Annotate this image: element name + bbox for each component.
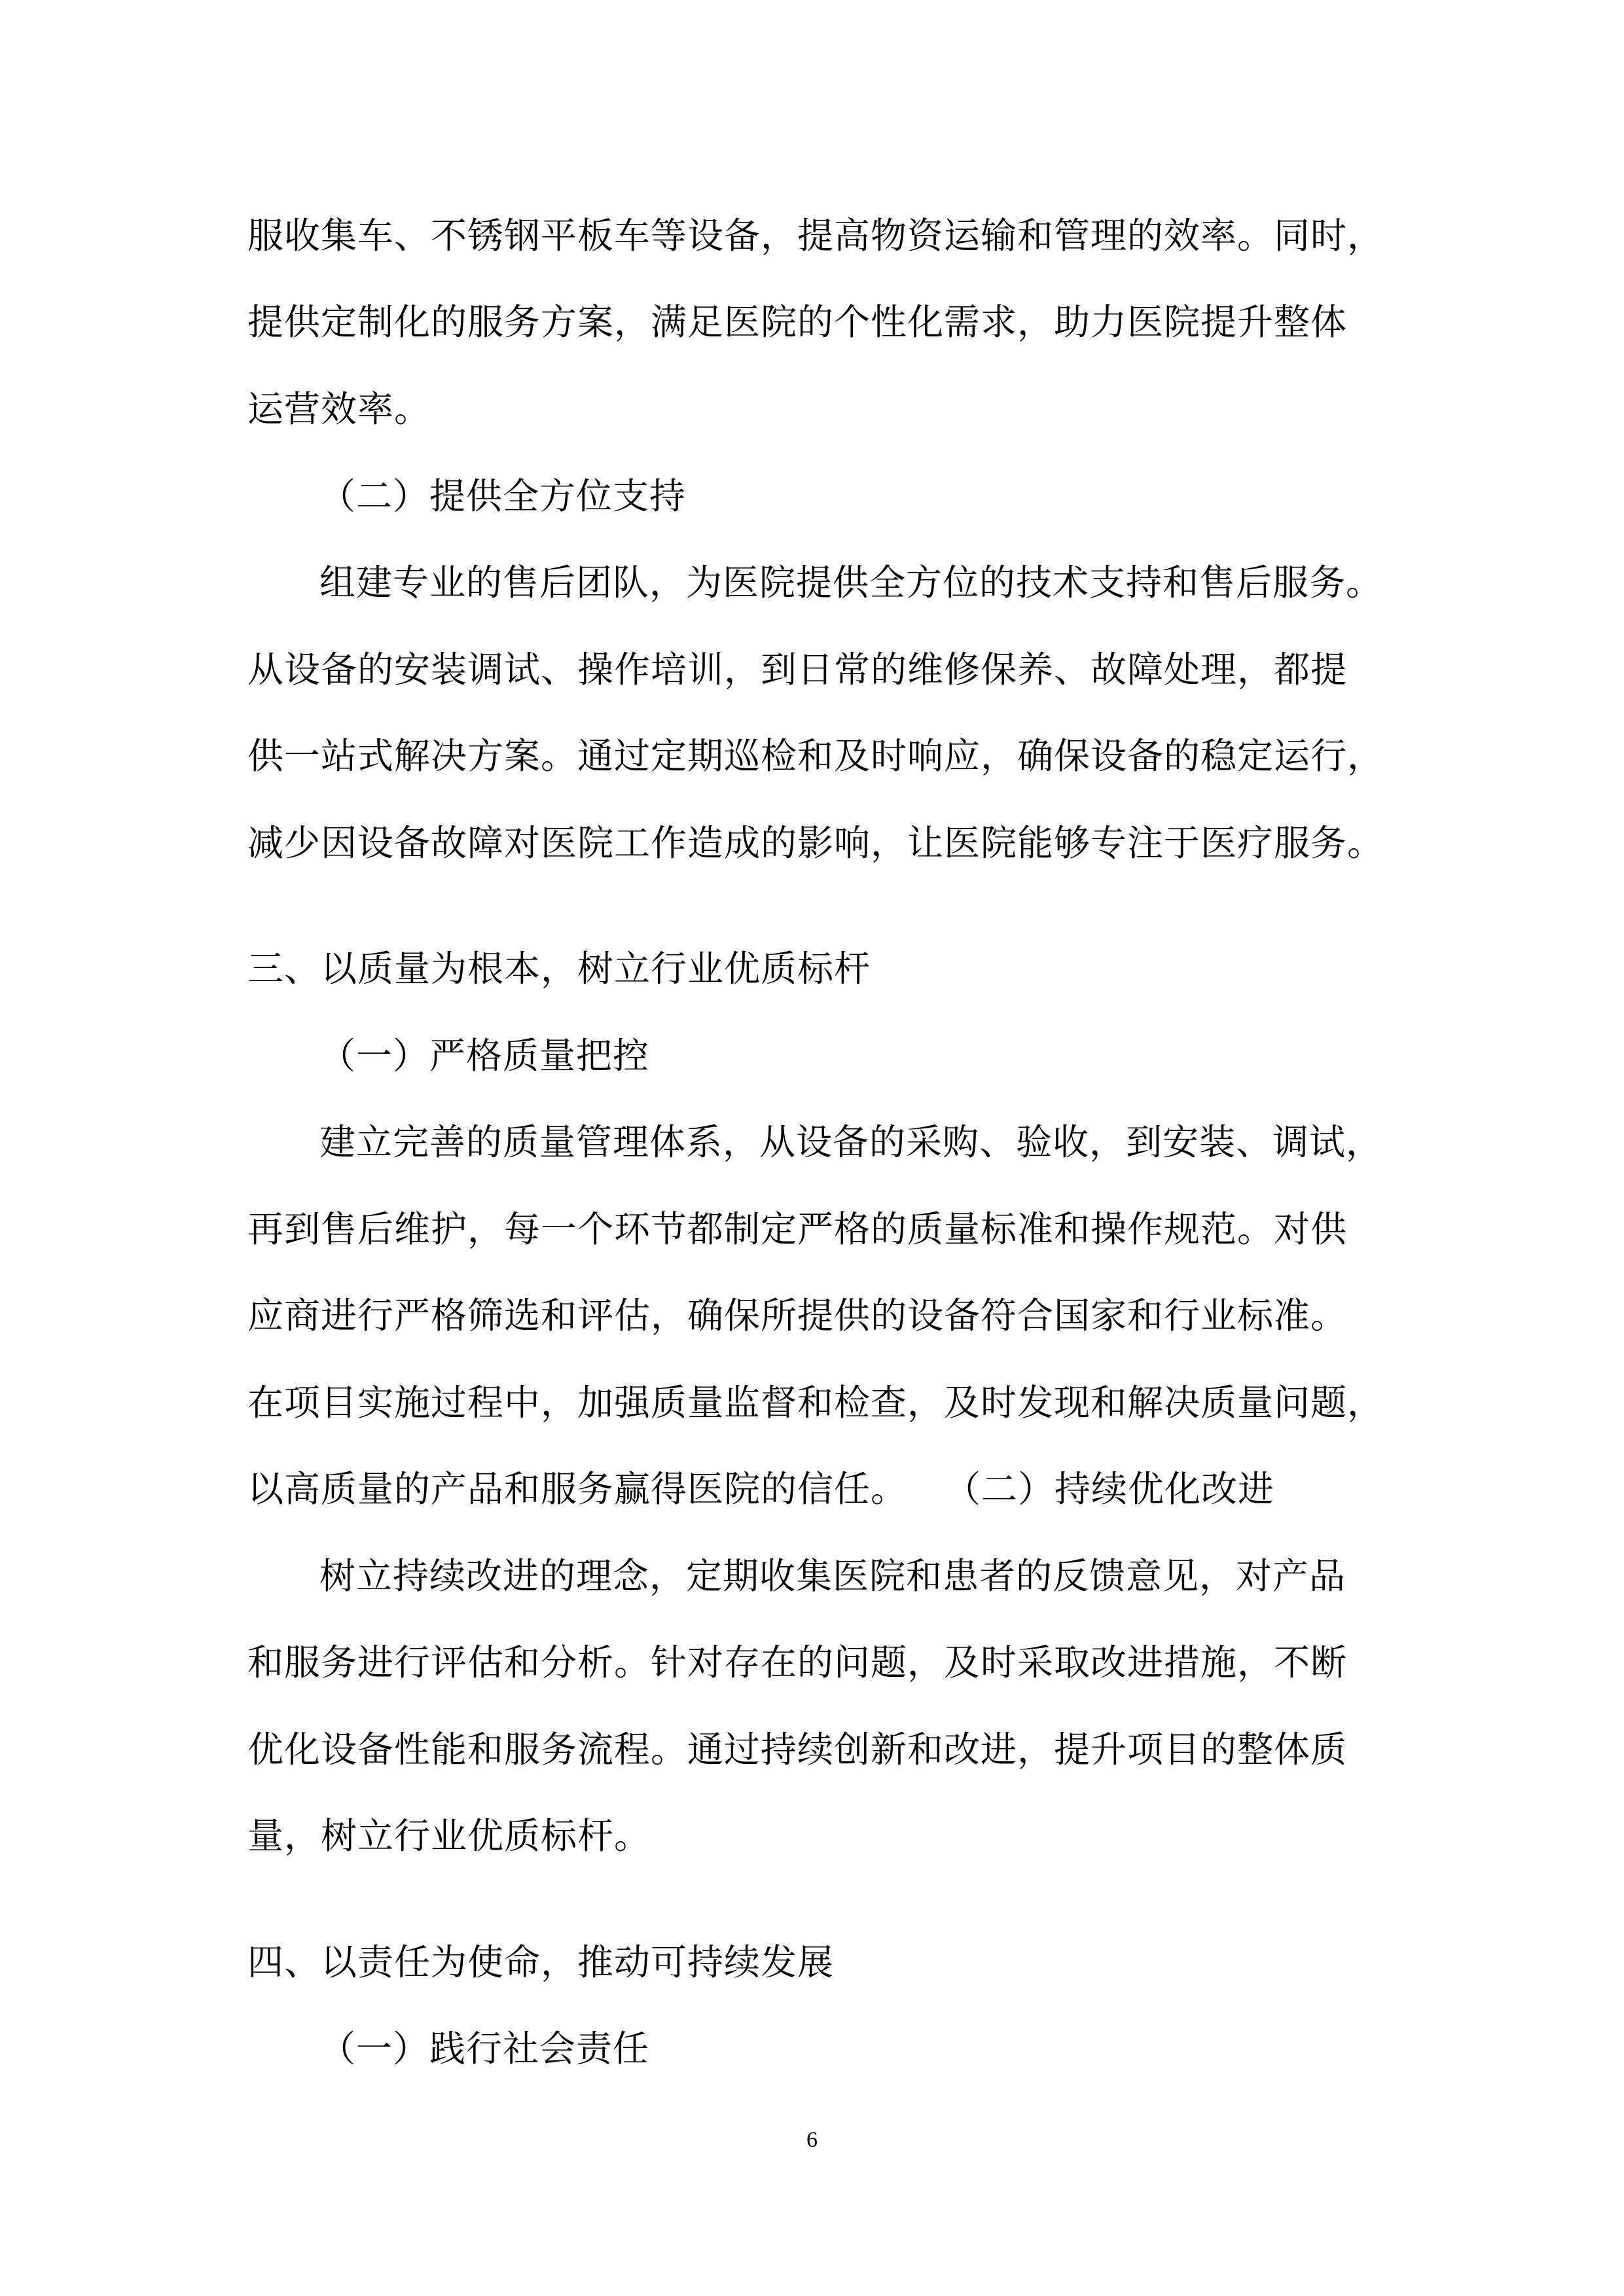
paragraph-line: 再到售后维护，每一个环节都制定严格的质量标准和操作规范。对供 [247,1208,1348,1250]
section-heading: 四、以责任为使命，推动可持续发展 [247,1941,835,1983]
paragraph-line: 以高质量的产品和服务赢得医院的信任。 （二）持续优化改进 [247,1468,1275,1510]
paragraph-line: 组建专业的售后团队，为医院提供全方位的技术支持和售后服务。 [319,562,1383,603]
subsection-heading: （一）践行社会责任 [319,2028,650,2070]
paragraph-line: 提供定制化的服务方案，满足医院的个性化需求，助力医院提升整体 [247,301,1348,343]
paragraph-line: 供一站式解决方案。通过定期巡检和及时响应，确保设备的稳定运行， [247,735,1384,777]
page-number: 6 [806,2128,818,2152]
subsection-heading: （二）提供全方位支持 [319,475,687,517]
paragraph-line: 优化设备性能和服务流程。通过持续创新和改进，提升项目的整体质 [247,1729,1348,1770]
paragraph-line: 从设备的安装调试、操作培训，到日常的维修保养、故障处理，都提 [247,649,1348,691]
subsection-heading: （一）严格质量把控 [319,1035,650,1077]
paragraph-line: 在项目实施过程中，加强质量监督和检查，及时发现和解决质量问题， [247,1382,1384,1424]
paragraph-line: 树立持续改进的理念，定期收集医院和患者的反馈意见，对产品 [319,1555,1346,1597]
paragraph-line: 运营效率。 [247,388,431,430]
paragraph-line: 和服务进行评估和分析。针对存在的问题，及时采取改进措施，不断 [247,1641,1348,1683]
paragraph-line: 减少因设备故障对医院工作造成的影响，让医院能够专注于医疗服务。 [247,822,1384,864]
section-heading: 三、以质量为根本，树立行业优质标杆 [247,948,871,990]
paragraph-line: 量，树立行业优质标杆。 [247,1815,651,1857]
paragraph-line: 建立完善的质量管理体系，从设备的采购、验收，到安装、调试， [319,1121,1383,1163]
paragraph-line: 服收集车、不锈钢平板车等设备，提高物资运输和管理的效率。同时， [247,215,1384,257]
paragraph-line: 应商进行严格筛选和评估，确保所提供的设备符合国家和行业标准。 [247,1295,1348,1336]
